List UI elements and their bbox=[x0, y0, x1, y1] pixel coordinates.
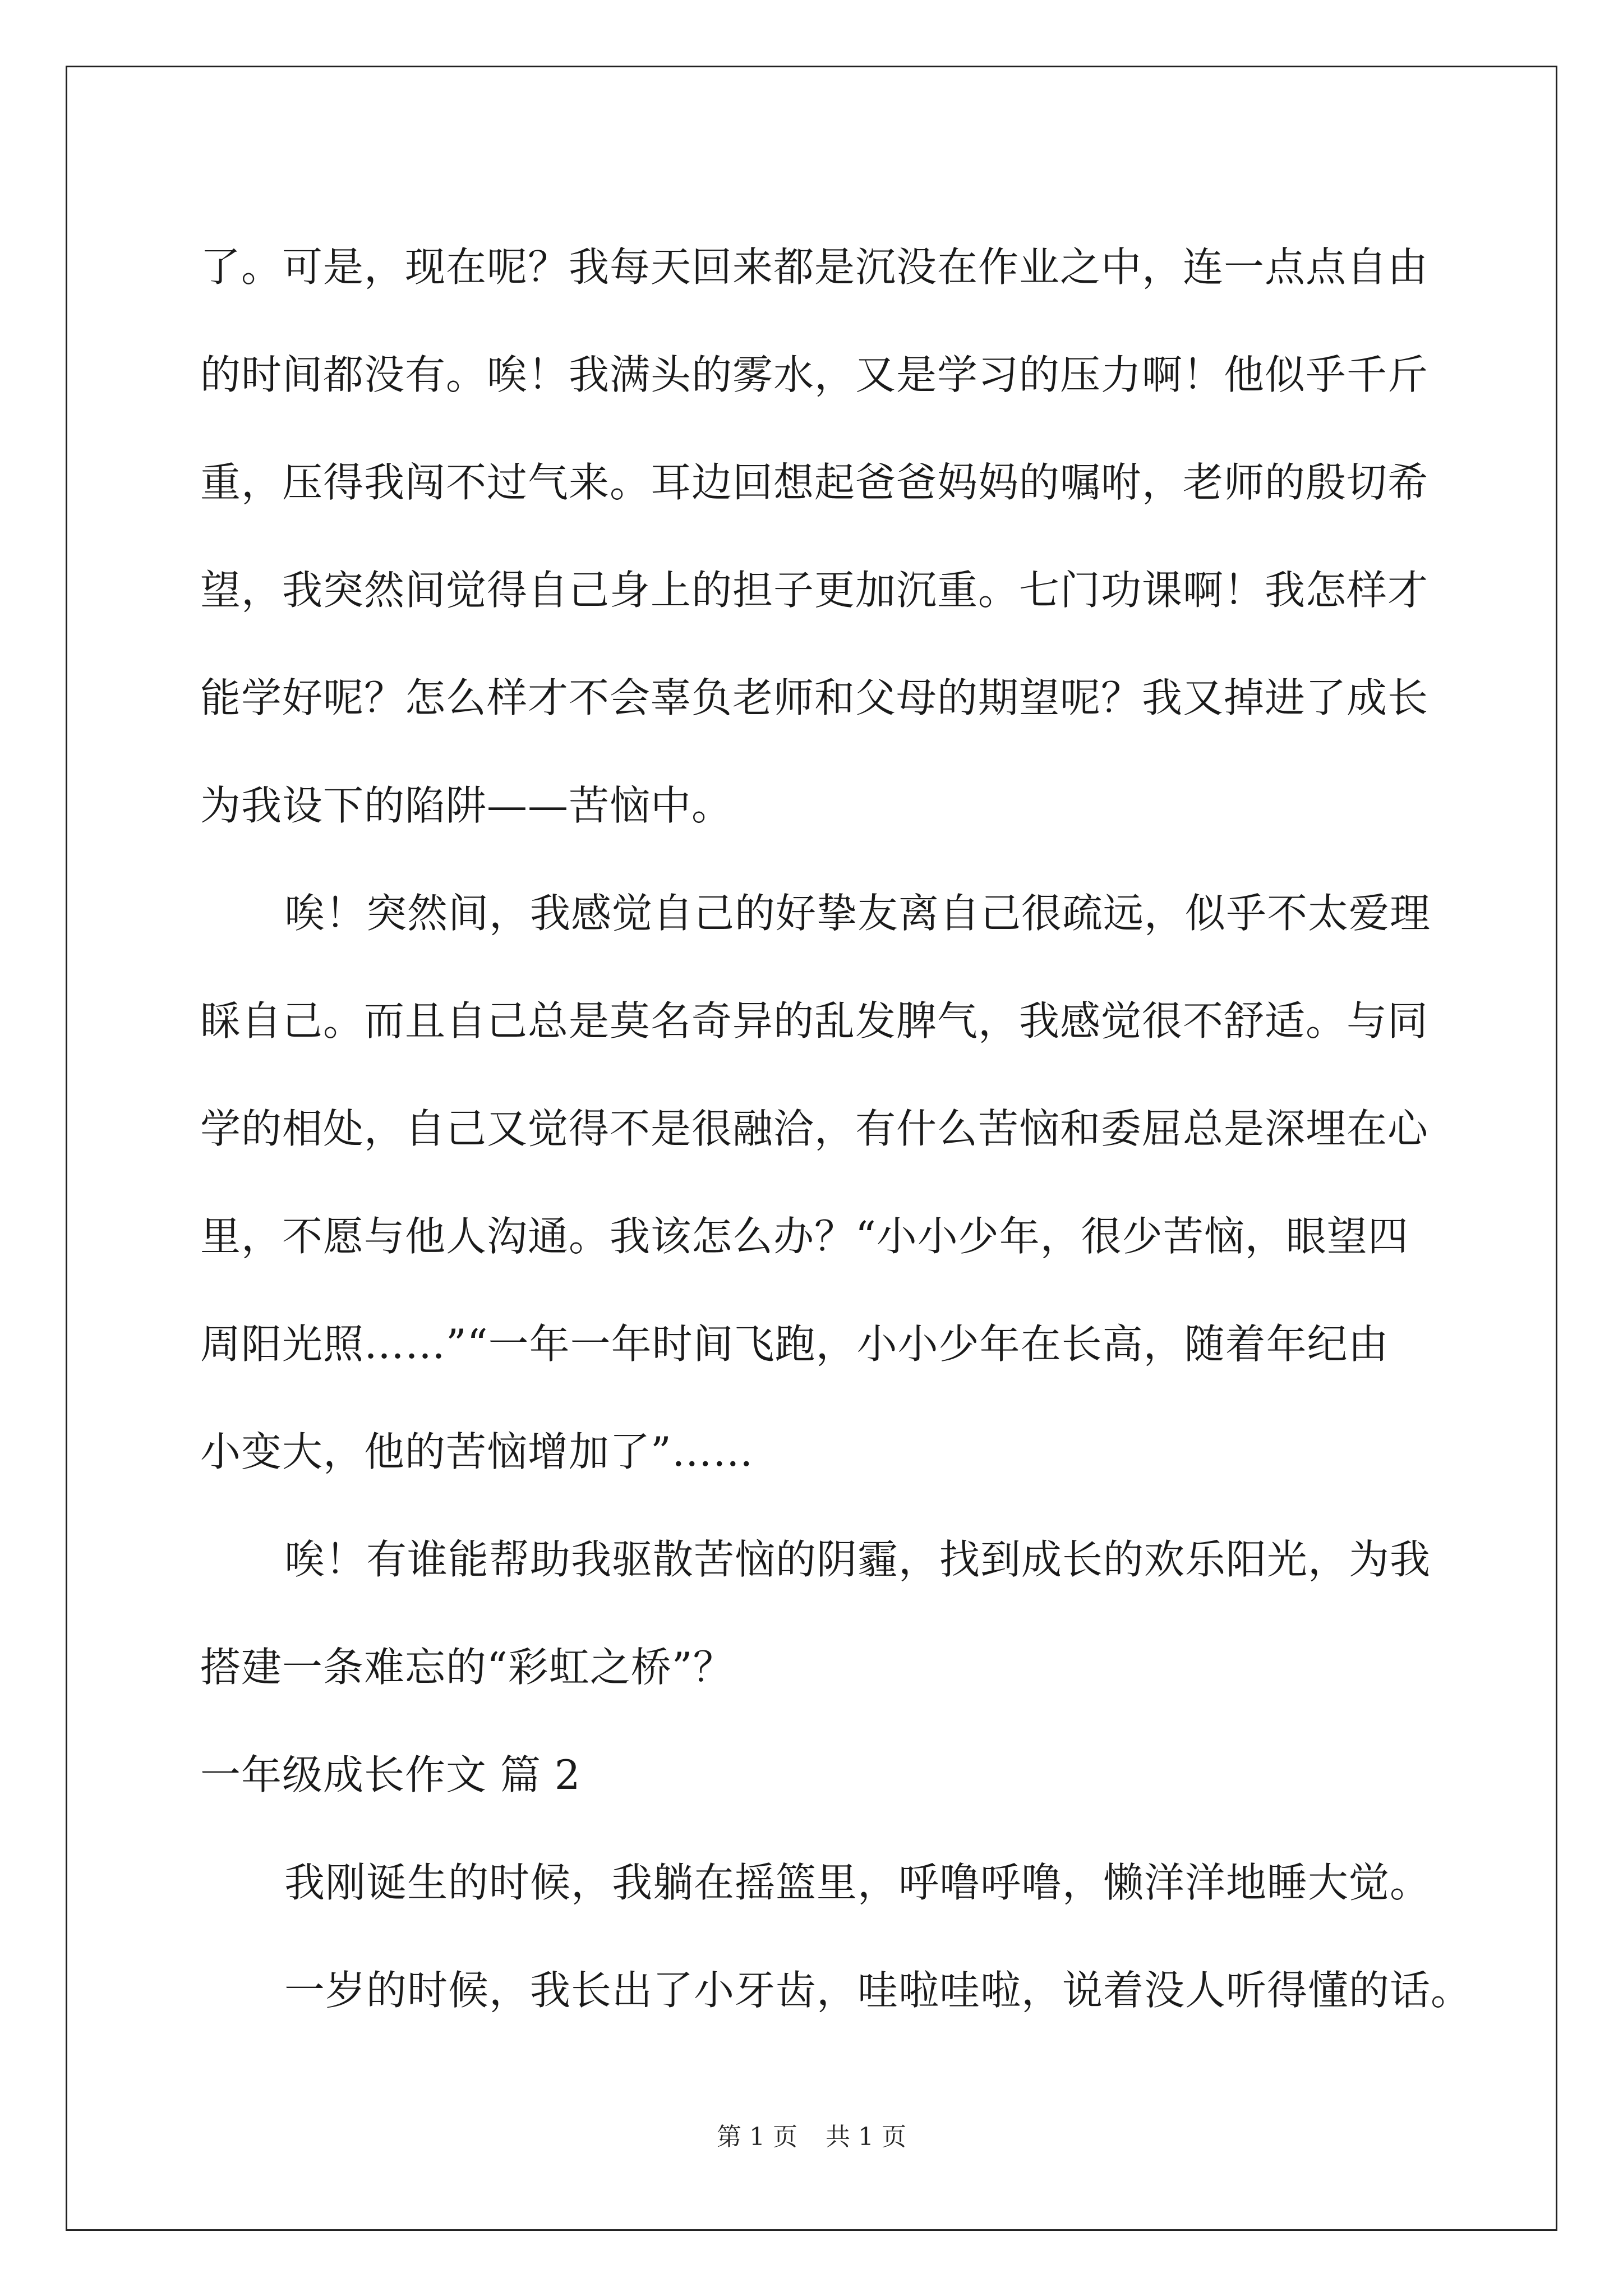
paragraph-line: 我刚诞生的时候，我躺在摇篮里，呼噜呼噜，懒洋洋地睡大觉。 bbox=[284, 1859, 1431, 1906]
paragraph-line: 能学好呢？怎么样才不会辜负老师和父母的期望呢？我又掉进了成长 bbox=[200, 674, 1429, 721]
paragraph-line: 重，压得我闯不过气来。耳边回想起爸爸妈妈的嘱咐，老师的殷切希 bbox=[200, 459, 1429, 506]
paragraph-line: 里，不愿与他人沟通。我该怎么办？“小小少年，很少苦恼，眼望四 bbox=[200, 1213, 1409, 1260]
paragraph-line: 周阳光照……”“一年一年时间飞跑，小小少年在长高，随着年纪由 bbox=[200, 1320, 1389, 1368]
section-heading: 一年级成长作文 篇 2 bbox=[200, 1751, 581, 1798]
page-total: 共 1 页 bbox=[826, 2123, 906, 2151]
paragraph-line: 唉！突然间，我感觉自己的好挚友离自己很疏远，似乎不太爱理 bbox=[284, 890, 1431, 937]
paragraph-line: 一岁的时候，我长出了小牙齿，哇啦哇啦，说着没人听得懂的话。 bbox=[284, 1967, 1472, 2014]
paragraph-line: 的时间都没有。唉！我满头的雾水，又是学习的压力啊！他似乎千斤 bbox=[200, 351, 1429, 398]
page-number: 第 1 页 bbox=[717, 2123, 797, 2151]
paragraph-line: 小变大，他的苦恼增加了”…… bbox=[200, 1428, 754, 1475]
paragraph-line: 唉！有谁能帮助我驱散苦恼的阴霾，找到成长的欢乐阳光，为我 bbox=[284, 1536, 1431, 1583]
document-body bbox=[200, 213, 1472, 2044]
paragraph-line: 为我设下的陷阱——苦恼中。 bbox=[200, 782, 733, 829]
paragraph-line: 望，我突然间觉得自己身上的担子更加沉重。七门功课啊！我怎样才 bbox=[200, 567, 1429, 614]
paragraph-line: 了。可是，现在呢？我每天回来都是沉没在作业之中，连一点点自由 bbox=[200, 243, 1429, 291]
paragraph-line: 学的相处，自己又觉得不是很融洽，有什么苦恼和委屈总是深埋在心 bbox=[200, 1105, 1429, 1152]
paragraph-line: 睬自己。而且自己总是莫名奇异的乱发脾气，我感觉很不舒适。与同 bbox=[200, 997, 1429, 1045]
page-footer bbox=[0, 2120, 1623, 2154]
paragraph-line: 搭建一条难忘的“彩虹之桥”？ bbox=[200, 1644, 734, 1691]
